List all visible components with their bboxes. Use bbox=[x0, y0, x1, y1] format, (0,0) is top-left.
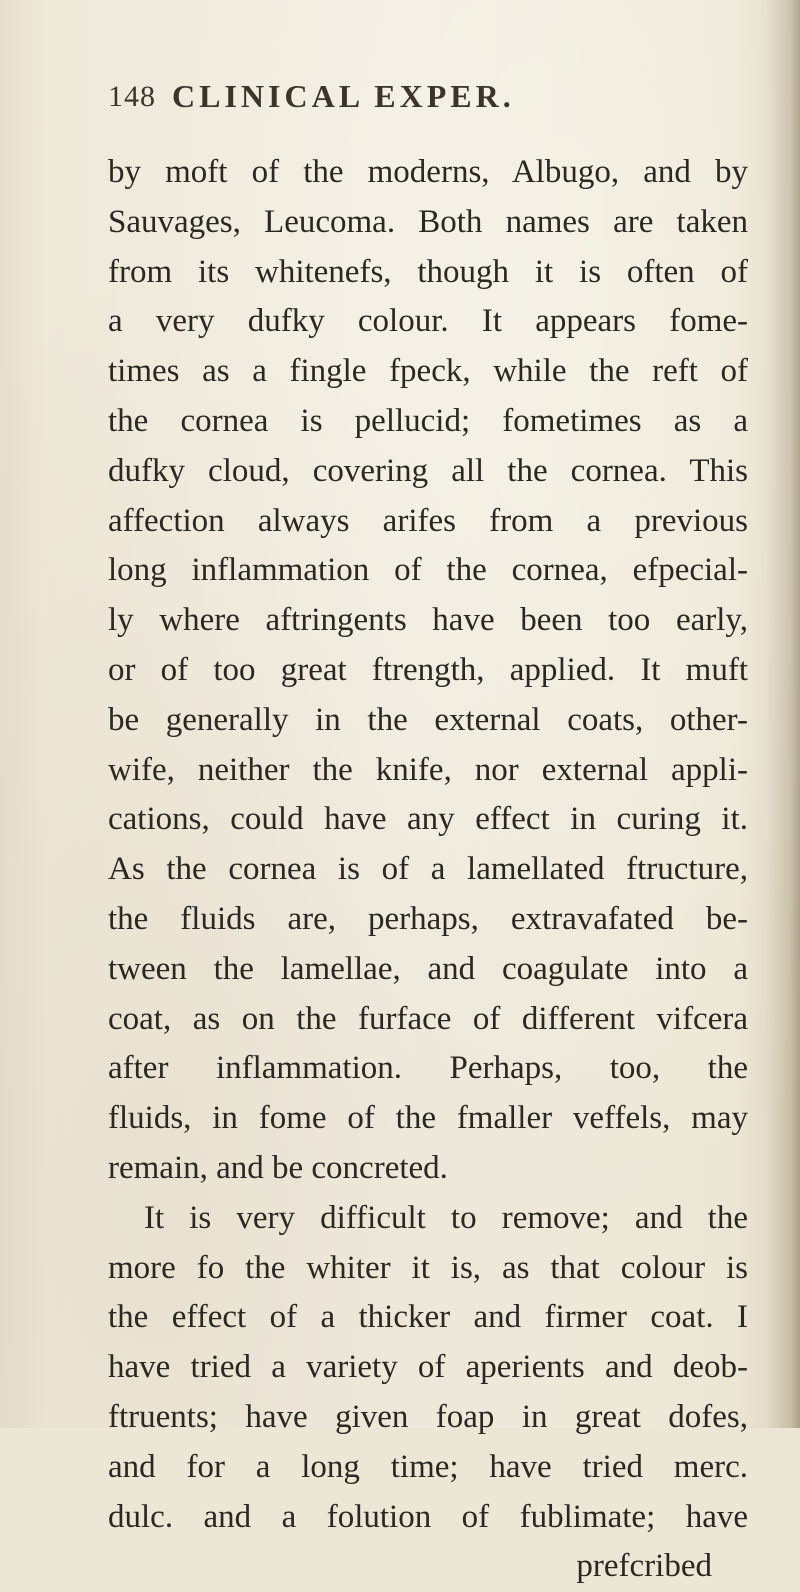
text-line: times as a fingle fpeck, while the reft of bbox=[108, 353, 748, 390]
text-line: ftruents; have given foap in great dofes, bbox=[108, 1398, 748, 1435]
text-line: or of too great ftrength, applied. It muft bbox=[108, 651, 748, 688]
text-line: the cornea is pellucid; fometimes as a bbox=[108, 402, 748, 439]
text-line: by moft of the moderns, Albugo, and by bbox=[108, 154, 748, 190]
text-line: the effect of a thicker and firmer coat. I bbox=[108, 1299, 748, 1336]
text-line: tween the lamellae, and coagulate into a bbox=[108, 950, 748, 987]
text-line: have tried a variety of aperients and deob- bbox=[108, 1349, 748, 1386]
text-line: Sauvages, Leucoma. Both names are taken bbox=[108, 203, 748, 240]
text-line: long inflammation of the cornea, efpecial- bbox=[108, 552, 748, 589]
text-line: cations, could have any effect in curing it. bbox=[108, 801, 748, 838]
body-text bbox=[108, 148, 748, 1592]
page-edge-shadow bbox=[766, 0, 800, 1428]
text-line: ly where aftringents have been too early, bbox=[108, 602, 748, 639]
text-line: from its whitenefs, though it is often of bbox=[108, 253, 748, 290]
text-line: As the cornea is of a lamellated ftructure, bbox=[108, 851, 748, 888]
text-line: remain, and be concreted. bbox=[108, 1149, 448, 1186]
text-line: dulc. and a folution of fublimate; have bbox=[108, 1498, 748, 1535]
text-line: the fluids are, perhaps, extravafated be- bbox=[108, 900, 748, 937]
text-line: wife, neither the knife, nor external appli- bbox=[108, 751, 748, 788]
page-header bbox=[108, 72, 748, 132]
text-line: dufky cloud, covering all the cornea. This bbox=[108, 452, 748, 489]
catchword: prefcribed bbox=[576, 1548, 712, 1585]
text-line: more fo the whiter it is, as that colour is bbox=[108, 1249, 748, 1286]
text-line: coat, as on the furface of different vifcera bbox=[108, 1000, 748, 1037]
text-line: It is very difficult to remove; and the bbox=[144, 1199, 748, 1236]
text-line: after inflammation. Perhaps, too, the bbox=[108, 1050, 748, 1087]
text-line: fluids, in fome of the fmaller veffels, may bbox=[108, 1100, 748, 1137]
text-line: a very dufky colour. It appears fome- bbox=[108, 303, 748, 340]
text-line: be generally in the external coats, other- bbox=[108, 701, 748, 738]
text-line: and for a long time; have tried merc. bbox=[108, 1448, 748, 1485]
running-head: CLINICAL EXPER. bbox=[172, 78, 515, 114]
page-number: 148 bbox=[108, 80, 156, 113]
text-line: affection always arifes from a previous bbox=[108, 502, 748, 539]
